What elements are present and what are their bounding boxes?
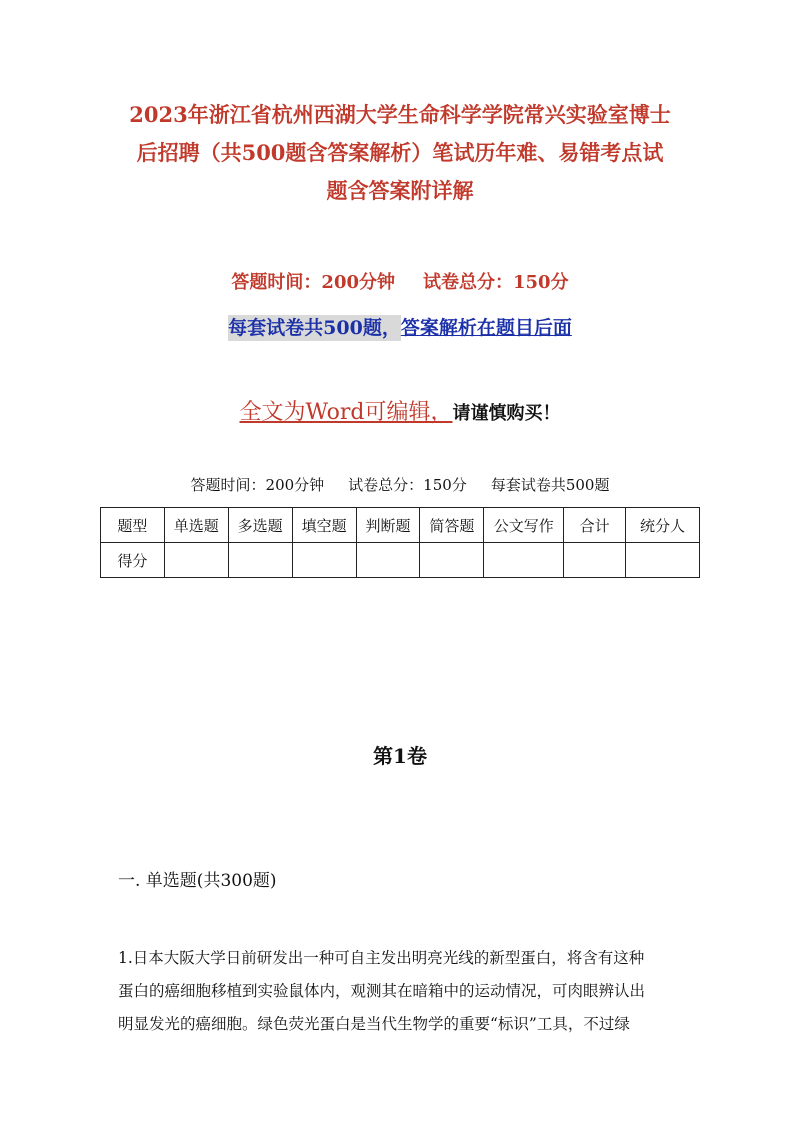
title-line-2: 后招聘（共500题含答案解析）笔试历年难、易错考点试	[136, 140, 664, 165]
score-cell	[420, 543, 484, 578]
info-count: 500	[323, 317, 363, 339]
exam-total-secondary: 试卷总分：150分	[348, 476, 467, 494]
score-cell	[564, 543, 626, 578]
question-count-info	[0, 313, 800, 340]
info-part-2: 题，	[362, 317, 401, 339]
header-cell: 公文写作	[484, 508, 564, 543]
header-cell: 简答题	[420, 508, 484, 543]
purchase-warning: 请谨慎购买！	[452, 403, 561, 424]
exam-meta-secondary	[0, 474, 800, 495]
header-cell: 合计	[564, 508, 626, 543]
question-line-3: 明显发光的癌细胞。绿色荧光蛋白是当代生物学的重要“标识”工具，不过绿	[118, 1015, 630, 1033]
exam-total-score: 试卷总分：150分	[423, 272, 569, 293]
title-line-3: 题含答案附详解	[326, 178, 474, 203]
info-part-1: 每套试卷共	[228, 317, 324, 339]
title-line-1: 2023年浙江省杭州西湖大学生命科学学院常兴实验室博士	[129, 102, 671, 127]
row-label-cell: 得分	[101, 543, 165, 578]
score-table	[100, 507, 700, 578]
editable-notice	[0, 395, 800, 426]
score-cell	[292, 543, 356, 578]
exam-count-secondary: 每套试卷共500题	[490, 476, 610, 494]
score-cell	[484, 543, 564, 578]
header-cell: 题型	[101, 508, 165, 543]
exam-time: 答题时间：200分钟	[231, 272, 395, 293]
score-cell	[356, 543, 420, 578]
question-line-2: 蛋白的癌细胞移植到实验鼠体内，观测其在暗箱中的运动情况，可肉眼辨认出	[118, 982, 646, 1000]
exam-meta	[0, 268, 800, 294]
score-table-score-row	[101, 543, 700, 578]
section-heading: 一. 单选题(共300题)	[118, 871, 277, 891]
word-editable-text: 全文为Word可编辑，	[239, 400, 453, 425]
score-cell	[228, 543, 292, 578]
exam-time-secondary: 答题时间：200分钟	[190, 476, 325, 494]
info-answer-note: 答案解析在题目后面	[400, 317, 572, 339]
question-1	[118, 942, 684, 1041]
header-cell: 判断题	[356, 508, 420, 543]
volume-heading: 第1卷	[373, 744, 427, 768]
score-table-header-row	[101, 508, 700, 543]
score-cell	[164, 543, 228, 578]
header-cell: 填空题	[292, 508, 356, 543]
document-title	[100, 96, 700, 210]
header-cell: 单选题	[164, 508, 228, 543]
score-cell	[626, 543, 700, 578]
question-line-1: 1.日本大阪大学日前研发出一种可自主发出明亮光线的新型蛋白，将含有这种	[118, 949, 645, 967]
header-cell: 多选题	[228, 508, 292, 543]
header-cell: 统分人	[626, 508, 700, 543]
